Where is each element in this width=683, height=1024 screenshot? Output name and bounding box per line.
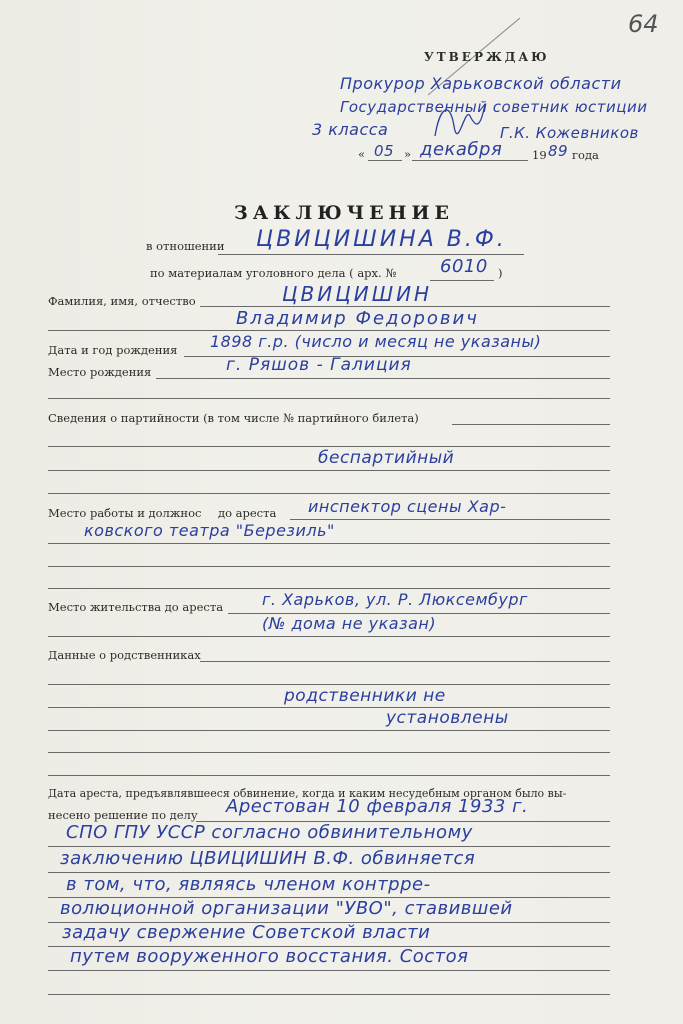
arrest-text-line-6: задачу свержение Советской власти [62, 922, 431, 943]
relatives-line-5 [48, 752, 610, 753]
party-line-1 [452, 424, 610, 425]
party-label: Сведения о партийности (в том числе № партийного билета) [48, 411, 419, 425]
approve-month: декабря [420, 139, 503, 160]
page-number: 64 [628, 10, 659, 38]
arrest-text-line-2: СПО ГПУ УССР согласно обвинительному [66, 822, 473, 843]
approve-heading: УТВЕРЖДАЮ [424, 50, 550, 64]
regarding-line [218, 254, 524, 255]
fio-line-2 [48, 330, 610, 331]
approve-rank: 3 класса [312, 120, 389, 139]
arrest-label-2: несено решение по делу [48, 808, 198, 822]
party-value: беспартийный [318, 448, 455, 468]
approve-line-1: Прокурор Харьковской области [340, 74, 622, 93]
day-line [368, 160, 402, 161]
fio-line-1 [200, 306, 610, 307]
arrest-line-7 [48, 970, 610, 971]
work-line-1 [290, 519, 610, 520]
residence-value-1: г. Харьков, ул. Р. Люксембург [262, 590, 528, 609]
work-value-2: ковского театра "Березиль" [84, 521, 335, 540]
approve-year-printed: 19 [532, 148, 547, 162]
relatives-label: Данные о родственниках [48, 648, 201, 662]
regarding-value: ЦВИЦИШИНА В.Ф. [256, 227, 507, 252]
approve-date-quote-close: » [404, 147, 412, 161]
relatives-value-1: родственники не [284, 686, 446, 706]
work-sub-label: до ареста [218, 506, 277, 520]
case-line [430, 280, 494, 281]
arrest-line-3 [48, 872, 610, 873]
name-patronymic-value: Владимир Федорович [236, 308, 479, 329]
party-line-4 [48, 493, 610, 494]
party-line-2 [48, 446, 610, 447]
arrest-line-8 [48, 994, 610, 995]
regarding-label: в отношении [146, 239, 225, 253]
residence-line-2 [48, 636, 610, 637]
case-label: по материалам уголовного дела ( арх. № [150, 266, 397, 280]
blank-line-1 [48, 398, 610, 399]
relatives-line-6 [48, 775, 610, 776]
arrest-text-line-7: путем вооруженного восстания. Состоя [70, 946, 469, 967]
fio-label: Фамилия, имя, отчество [48, 294, 196, 308]
relatives-line-1 [200, 661, 610, 662]
month-line [412, 160, 528, 161]
arrest-line-2 [48, 846, 610, 847]
approve-year-hand: 89 [548, 142, 569, 160]
work-line-4 [48, 588, 610, 589]
relatives-line-3 [48, 707, 610, 708]
approve-line-2: Государственный советник юстиции [340, 98, 648, 116]
approve-year-suffix: года [572, 148, 599, 162]
arrest-text-line-1: Арестован 10 февраля 1933 г. [226, 796, 529, 817]
residence-value-2: (№ дома не указан) [262, 614, 437, 633]
relatives-line-2 [48, 684, 610, 685]
arrest-text-line-5: волюционной организации "УВО", ставившей [60, 898, 513, 919]
work-line-2 [48, 543, 610, 544]
work-line-3 [48, 566, 610, 567]
case-close: ) [498, 266, 503, 280]
surname-value: ЦВИЦИШИН [282, 282, 433, 306]
case-value: 6010 [440, 256, 488, 277]
pob-value: г. Ряшов - Галиция [226, 355, 412, 375]
pob-line [156, 378, 610, 379]
relatives-line-4 [48, 730, 610, 731]
residence-label: Место жительства до ареста [48, 600, 224, 614]
dob-label: Дата и год рождения [48, 343, 178, 357]
work-value-1: инспектор сцены Хар- [308, 497, 507, 516]
approve-name: Г.К. Кожевников [500, 124, 639, 142]
dob-value: 1898 г.р. (число и месяц не указаны) [210, 332, 542, 351]
arrest-text-line-3: заключению ЦВИЦИШИН В.Ф. обвиняется [60, 848, 476, 869]
approve-day: 05 [374, 142, 395, 160]
party-line-3 [48, 470, 610, 471]
relatives-value-2: установлены [386, 708, 509, 728]
approve-date-quote-open: « [358, 147, 366, 161]
work-label: Место работы и должнос [48, 506, 202, 520]
arrest-label-1: Дата ареста, предъявлявшееся обвинение, когда и каким несудебным органом было вы- [48, 787, 567, 800]
arrest-text-line-4: в том, что, являясь членом контрре- [66, 874, 431, 895]
pob-label: Место рождения [48, 365, 152, 379]
document-title: ЗАКЛЮЧЕНИЕ [234, 202, 454, 224]
